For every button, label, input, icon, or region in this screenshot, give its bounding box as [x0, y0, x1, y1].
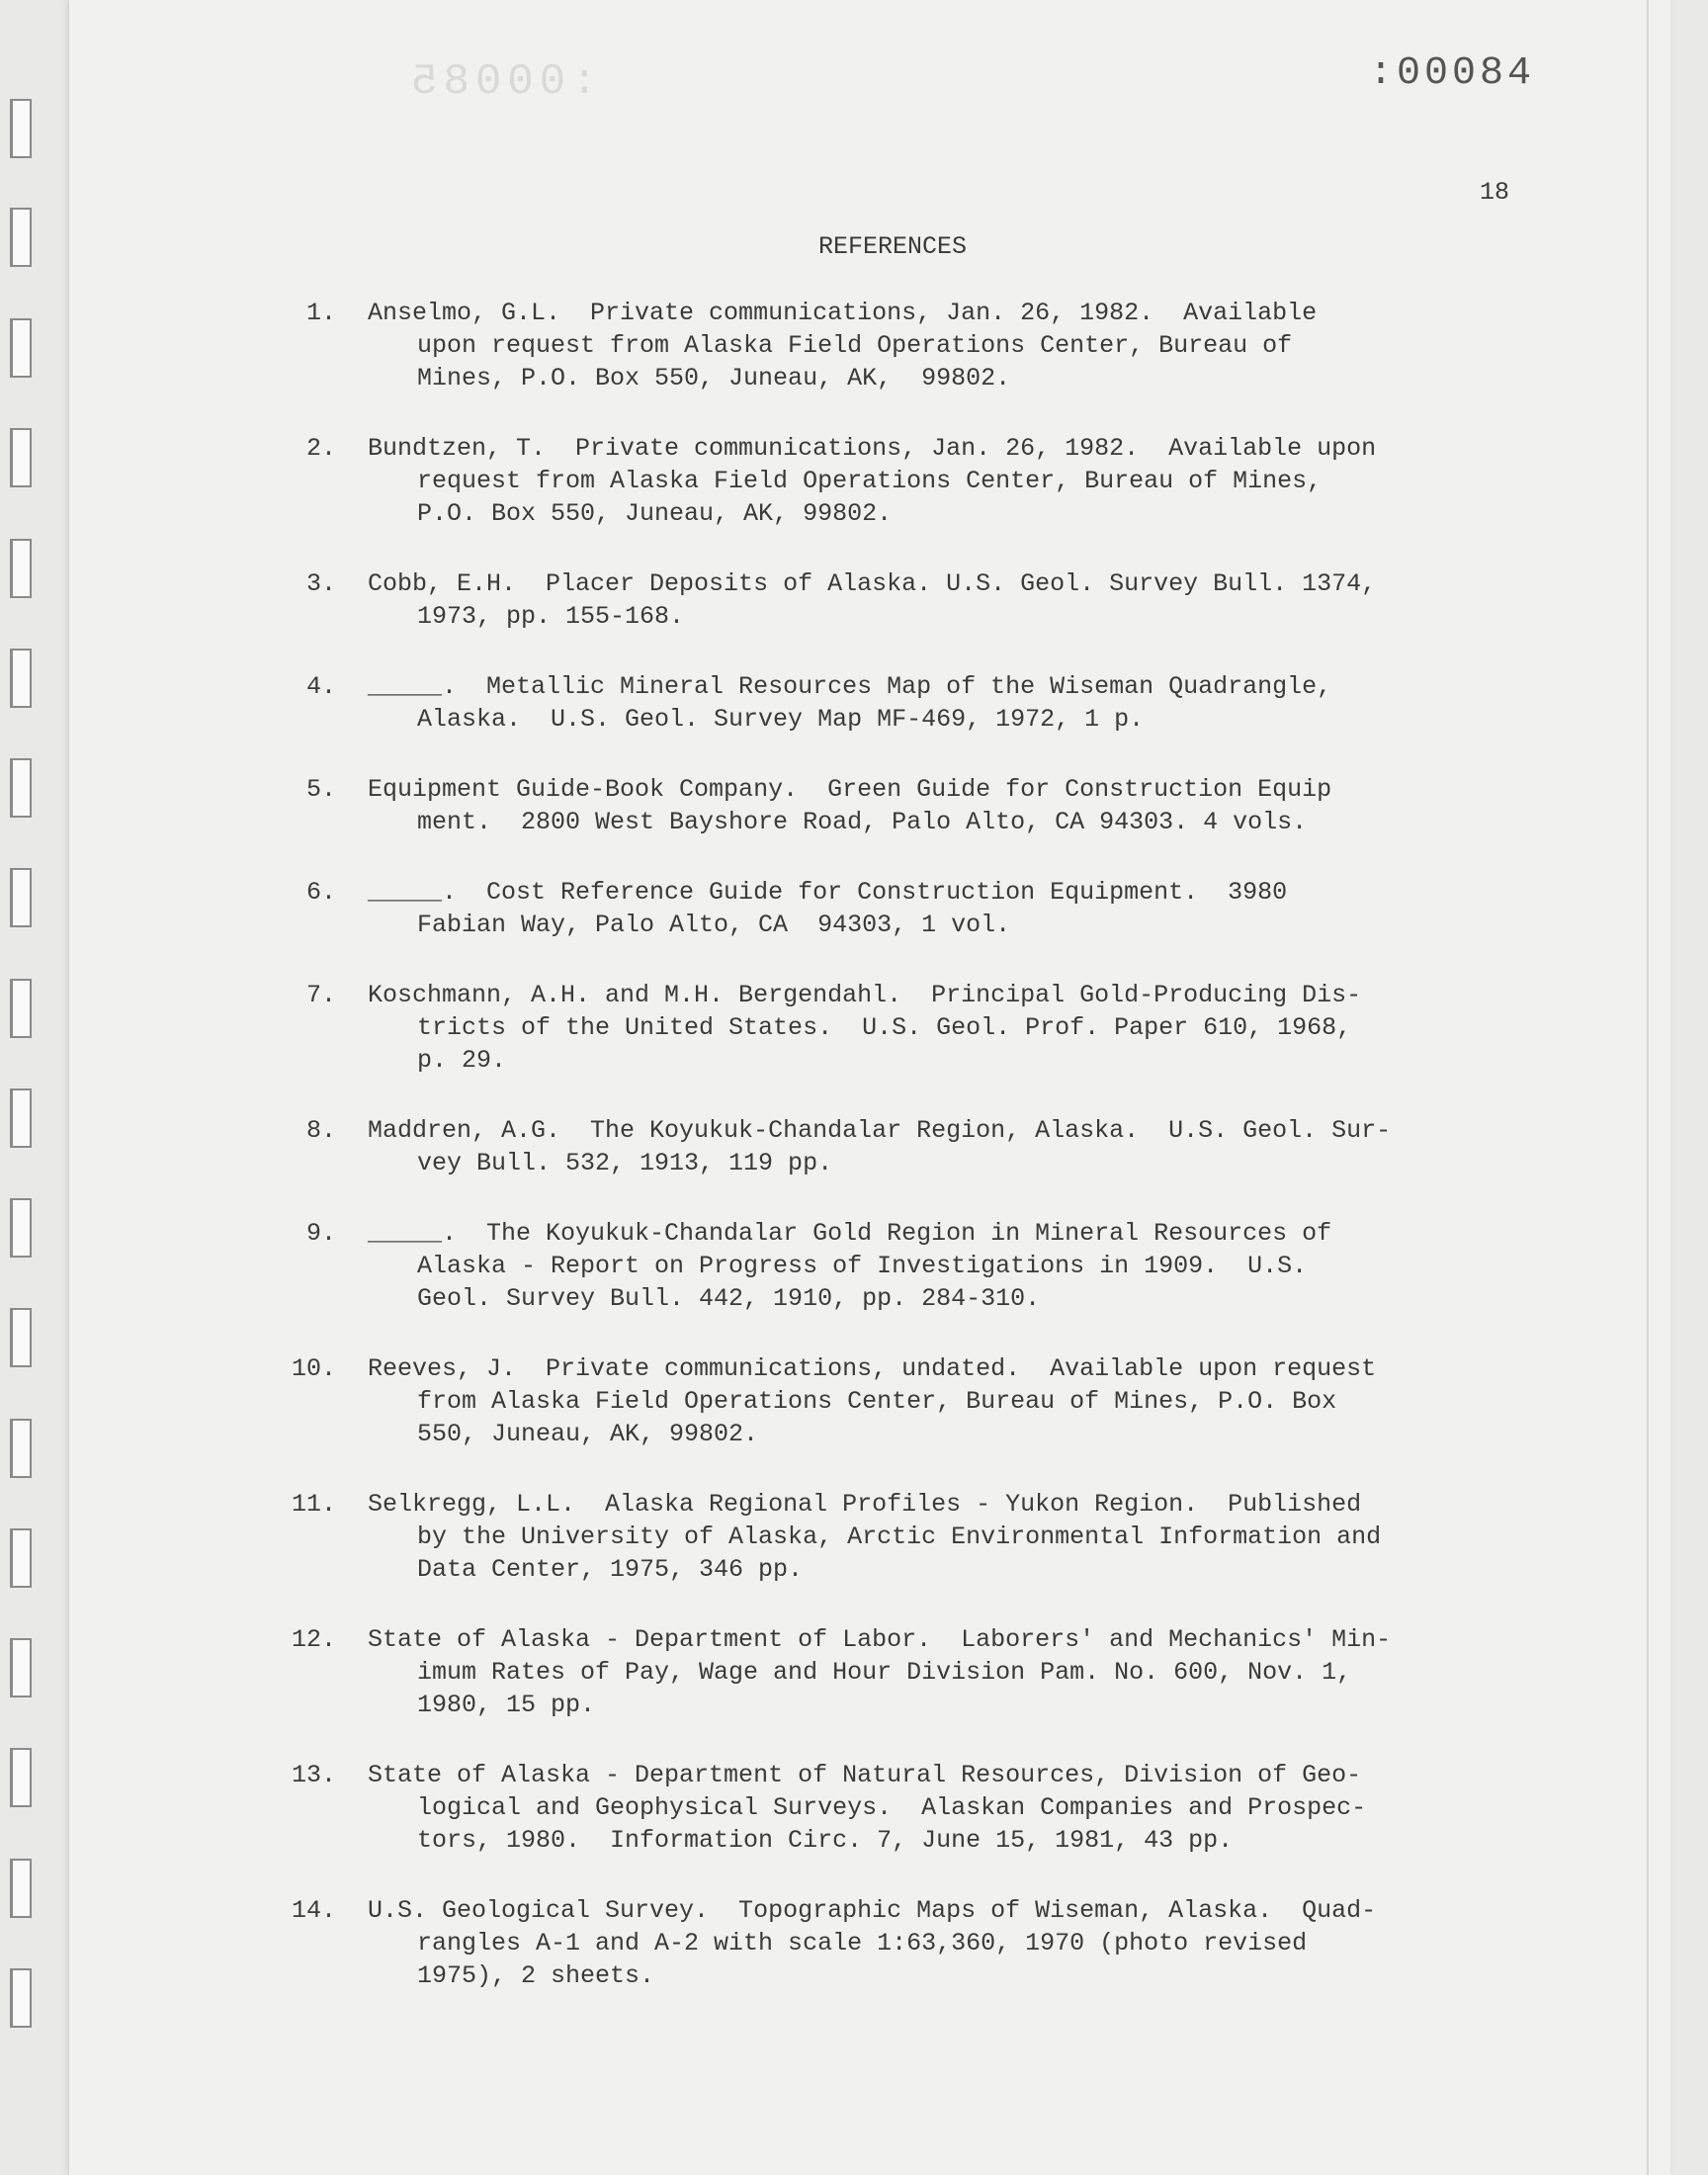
reference-item: [277, 1217, 1512, 1315]
reference-line: State of Alaska - Department of Natural Resources, Division of Geo-: [368, 1761, 1362, 1789]
binder-hole: [10, 758, 32, 818]
reference-item: [277, 1623, 1512, 1721]
reference-number: 11.: [291, 1490, 336, 1519]
page-edge: [1647, 0, 1649, 2175]
reference-item: [277, 1488, 1512, 1586]
reference-line: Selkregg, L.L. Alaska Regional Profiles - Yukon Region. Published: [368, 1490, 1362, 1519]
reference-number: 7.: [305, 981, 336, 1009]
binder-hole: [10, 1968, 32, 2028]
binder-hole: [10, 1198, 32, 1258]
binder-hole: [10, 539, 32, 598]
reference-number: 13.: [291, 1761, 336, 1789]
reference-line: ment. 2800 West Bayshore Road, Palo Alto, CA 94303. 4 vols.: [417, 808, 1308, 836]
reference-number: 10.: [291, 1354, 336, 1383]
reference-number: 3.: [305, 569, 336, 598]
reference-line: P.O. Box 550, Juneau, AK, 99802.: [417, 499, 893, 528]
binder-hole: [10, 1308, 32, 1367]
reference-line: 1975), 2 sheets.: [417, 1961, 655, 1990]
reference-line: from Alaska Field Operations Center, Bureau of Mines, P.O. Box: [417, 1387, 1337, 1416]
reference-item: [277, 876, 1512, 941]
reference-item: [277, 432, 1512, 530]
reference-line: _____. Cost Reference Guide for Construction Equipment. 3980: [368, 878, 1288, 907]
reference-line: Equipment Guide-Book Company. Green Guide for Construction Equip: [368, 775, 1332, 804]
reference-item: [277, 979, 1512, 1077]
reference-item: [277, 1894, 1512, 1992]
binder-hole: [10, 1638, 32, 1697]
reference-line: Cobb, E.H. Placer Deposits of Alaska. U.S. Geol. Survey Bull. 1374,: [368, 569, 1377, 598]
reference-number: 8.: [305, 1116, 336, 1145]
binder-hole: [10, 1528, 32, 1588]
binder-hole: [10, 99, 32, 158]
reference-number: 9.: [305, 1219, 336, 1248]
binder-hole: [10, 318, 32, 378]
reference-line: State of Alaska - Department of Labor. Laborers' and Mechanics' Min-: [368, 1625, 1392, 1654]
reference-number: 4.: [305, 672, 336, 701]
page-title: REFERENCES: [818, 232, 968, 261]
binder-hole: [10, 1748, 32, 1807]
binder-hole: [10, 1859, 32, 1918]
reference-line: rangles A-1 and A-2 with scale 1:63,360, 1970 (photo revised: [417, 1929, 1308, 1958]
reference-line: Alaska - Report on Progress of Investigations in 1909. U.S.: [417, 1252, 1308, 1280]
binder-hole: [10, 649, 32, 708]
binder-holes: [10, 99, 40, 2076]
reference-number: 2.: [305, 434, 336, 463]
reference-line: Reeves, J. Private communications, undated. Available upon request: [368, 1354, 1377, 1383]
reference-number: 5.: [305, 775, 336, 804]
reference-line: vey Bull. 532, 1913, 119 pp.: [417, 1149, 833, 1177]
reference-line: 1973, pp. 155-168.: [417, 602, 685, 631]
binder-hole: [10, 208, 32, 267]
reference-line: 550, Juneau, AK, 99802.: [417, 1420, 759, 1448]
reference-line: Fabian Way, Palo Alto, CA 94303, 1 vol.: [417, 911, 1011, 939]
reference-line: tricts of the United States. U.S. Geol. Prof. Paper 610, 1968,: [417, 1013, 1352, 1042]
bleed-through-stamp: :00085: [405, 57, 598, 107]
reference-line: upon request from Alaska Field Operations Center, Bureau of: [417, 331, 1293, 360]
reference-number: 6.: [305, 878, 336, 907]
reference-line: U.S. Geological Survey. Topographic Maps of Wiseman, Alaska. Quad-: [368, 1896, 1377, 1925]
reference-number: 14.: [291, 1896, 336, 1925]
document-stamp-number: :00084: [1369, 51, 1536, 96]
reference-item: [277, 1114, 1512, 1179]
reference-line: Maddren, A.G. The Koyukuk-Chandalar Region, Alaska. U.S. Geol. Sur-: [368, 1116, 1392, 1145]
reference-number: 1.: [305, 299, 336, 327]
reference-line: imum Rates of Pay, Wage and Hour Division Pam. No. 600, Nov. 1,: [417, 1658, 1352, 1687]
reference-line: Anselmo, G.L. Private communications, Jan. 26, 1982. Available: [368, 299, 1318, 327]
reference-line: Alaska. U.S. Geol. Survey Map MF-469, 1972, 1 p.: [417, 705, 1145, 734]
reference-item: [277, 773, 1512, 838]
reference-line: Geol. Survey Bull. 442, 1910, pp. 284-310.: [417, 1284, 1041, 1313]
reference-line: _____. The Koyukuk-Chandalar Gold Region in Mineral Resources of: [368, 1219, 1332, 1248]
reference-line: p. 29.: [417, 1046, 507, 1075]
reference-line: request from Alaska Field Operations Center, Bureau of Mines,: [417, 467, 1323, 495]
reference-number: 12.: [291, 1625, 336, 1654]
reference-item: [277, 670, 1512, 736]
binder-hole: [10, 868, 32, 927]
binder-hole: [10, 1088, 32, 1148]
reference-line: 1980, 15 pp.: [417, 1691, 596, 1719]
reference-line: Data Center, 1975, 346 pp.: [417, 1555, 804, 1584]
reference-line: by the University of Alaska, Arctic Environmental Information and: [417, 1522, 1382, 1551]
reference-line: tors, 1980. Information Circ. 7, June 15, 1981, 43 pp.: [417, 1826, 1234, 1855]
binder-hole: [10, 1419, 32, 1478]
reference-line: Mines, P.O. Box 550, Juneau, AK, 99802.: [417, 364, 1011, 392]
reference-line: logical and Geophysical Surveys. Alaskan Companies and Prospec-: [417, 1793, 1367, 1822]
reference-line: _____. Metallic Mineral Resources Map of the Wiseman Quadrangle,: [368, 672, 1332, 701]
reference-item: [277, 1759, 1512, 1857]
reference-line: Koschmann, A.H. and M.H. Bergendahl. Principal Gold-Producing Dis-: [368, 981, 1362, 1009]
reference-item: [277, 297, 1512, 394]
page-number: 18: [1480, 178, 1510, 207]
binder-hole: [10, 428, 32, 487]
references-list: [277, 297, 1512, 2030]
reference-item: [277, 1352, 1512, 1450]
reference-line: Bundtzen, T. Private communications, Jan. 26, 1982. Available upon: [368, 434, 1377, 463]
reference-item: [277, 567, 1512, 633]
binder-hole: [10, 979, 32, 1038]
